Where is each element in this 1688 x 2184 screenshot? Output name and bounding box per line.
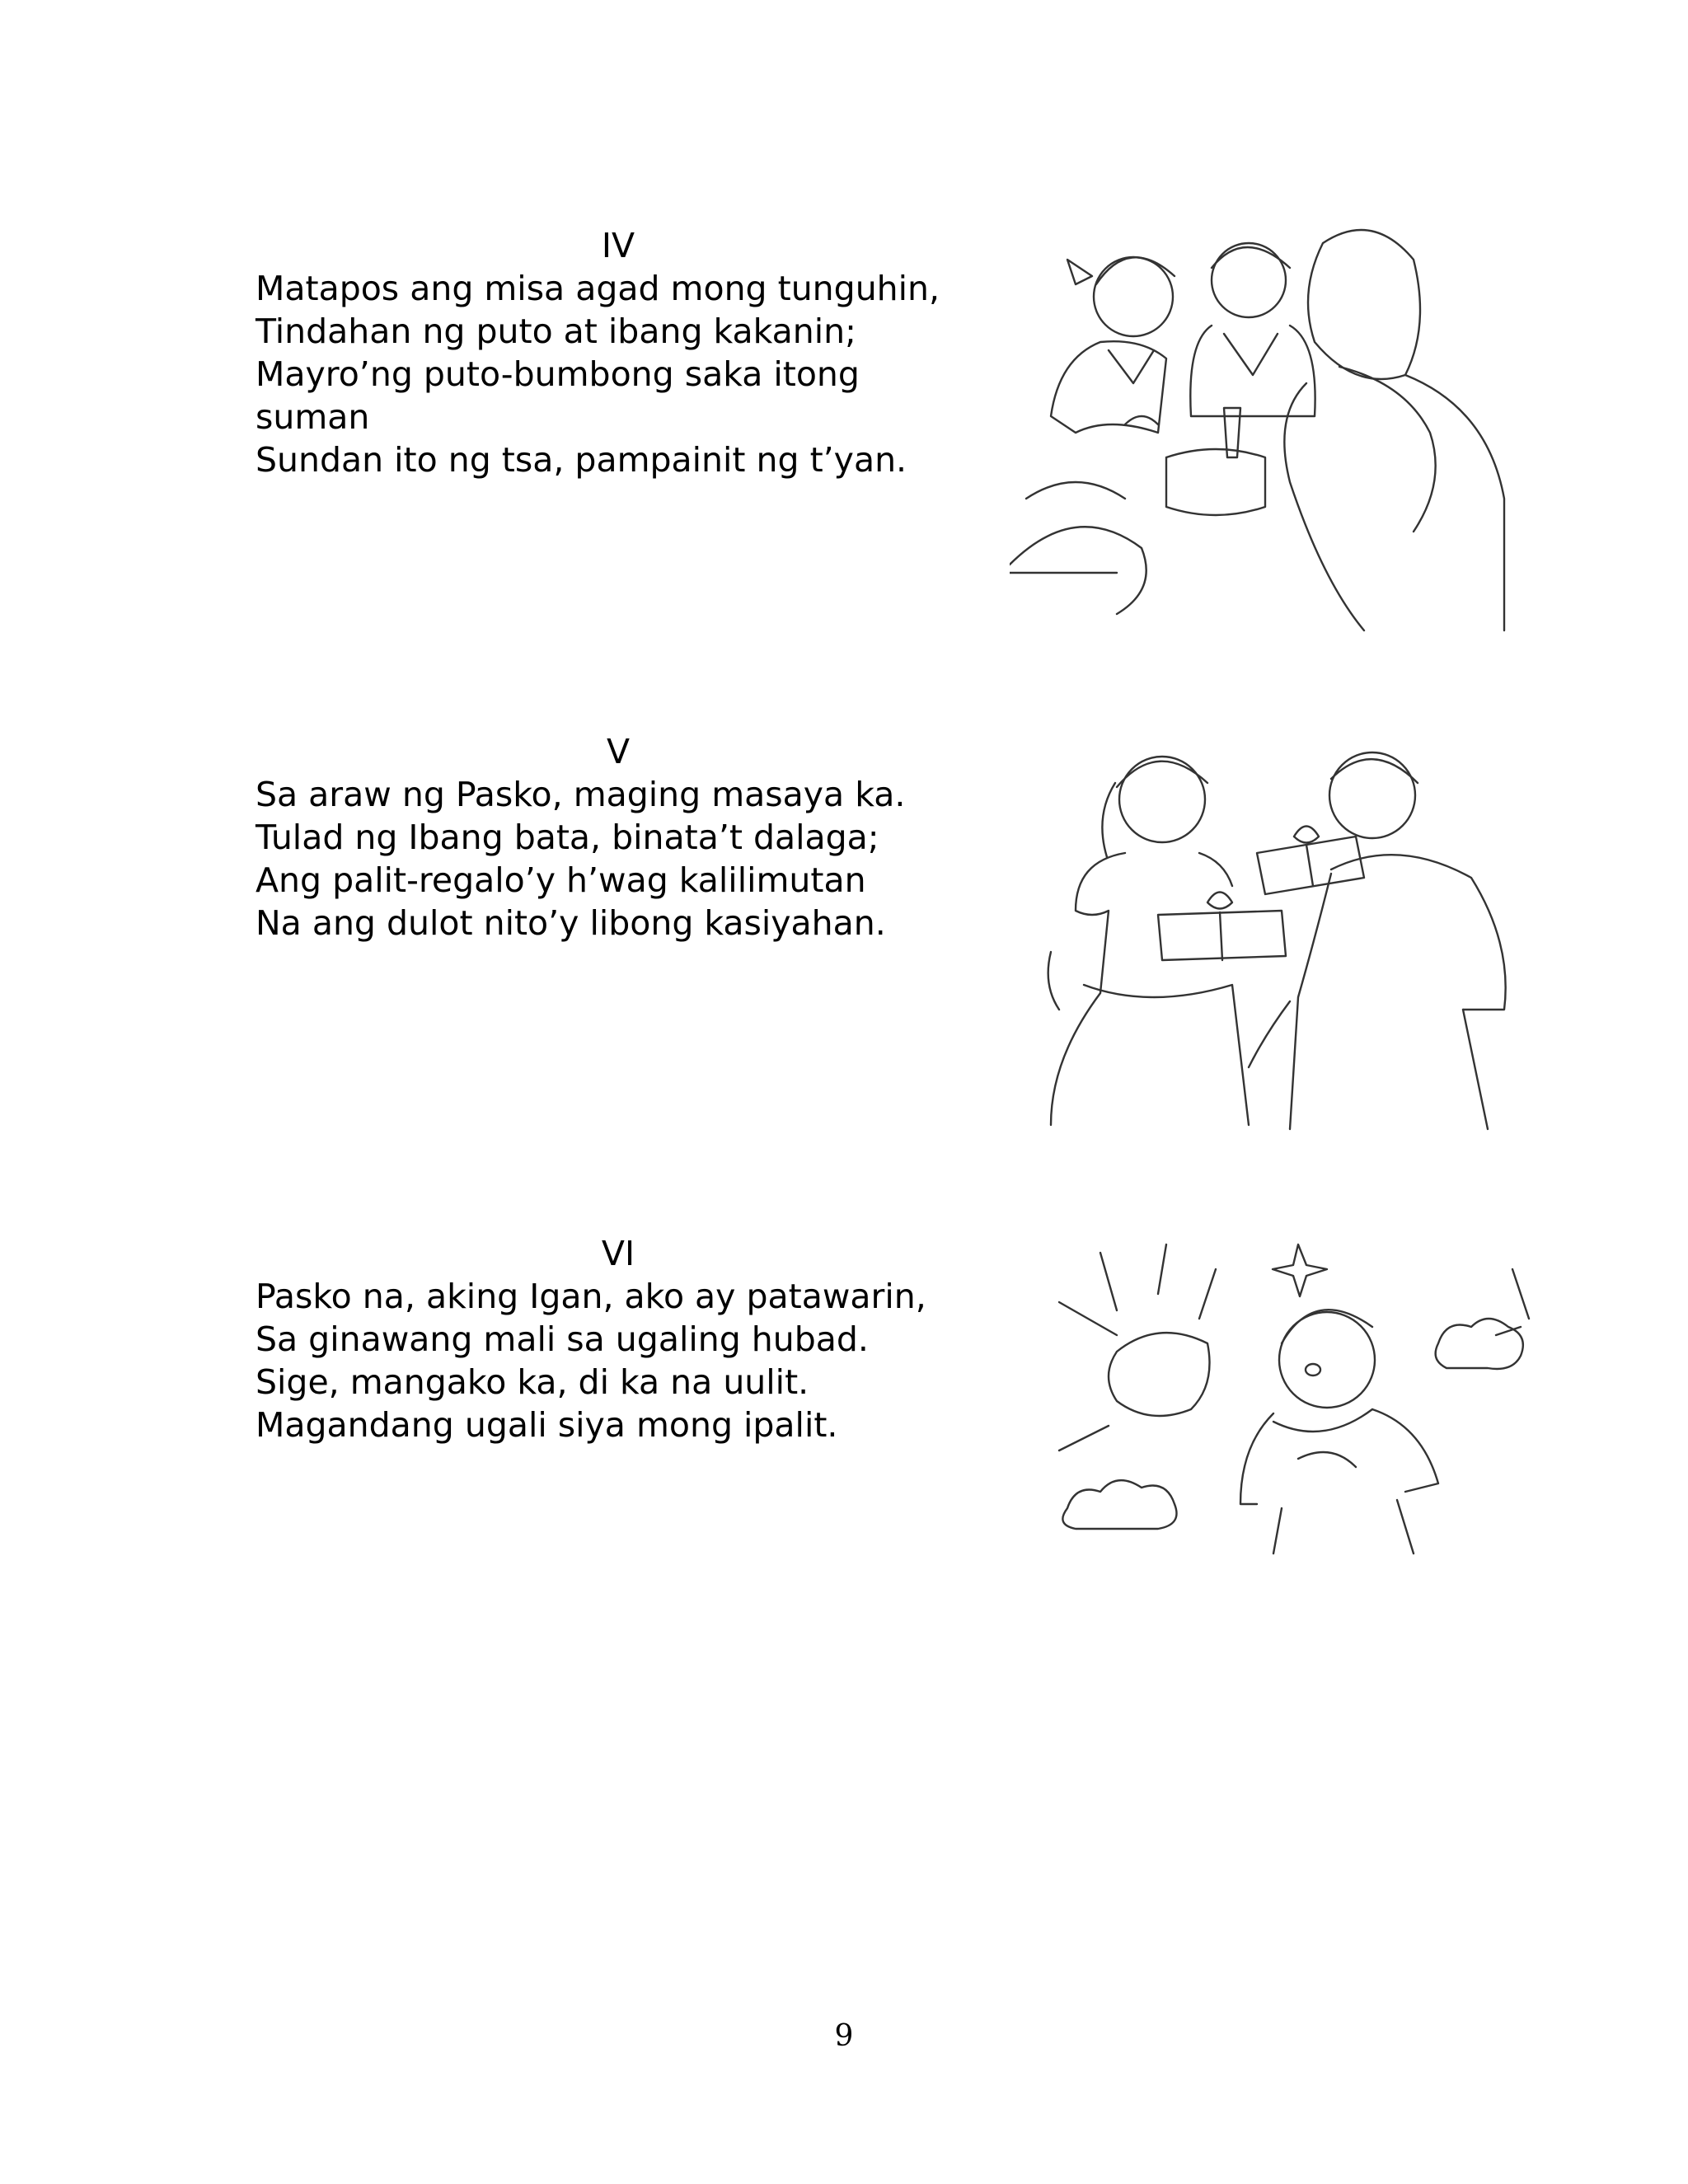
stanza-numeral: V <box>606 732 631 771</box>
poem-line: Pasko na, aking Igan, ako ay patawarin, <box>256 1277 926 1316</box>
poem-line: Sige, mangako ka, di ka na uulit. <box>256 1362 809 1402</box>
stanza-numeral: VI <box>601 1234 635 1273</box>
stanza-iv <box>256 224 997 481</box>
poem-line: Matapos ang misa agad mong tunguhin, <box>256 269 940 308</box>
poem-line: Sa araw ng Pasko, maging masaya ka. <box>256 775 906 814</box>
illustration-boy-apologizing <box>1051 1236 1533 1558</box>
poem-line: Na ang dulot nito’y libong kasiyahan. <box>256 903 886 943</box>
stanza-v <box>256 730 997 944</box>
stanza-numeral: IV <box>601 226 635 265</box>
page-number: 9 <box>834 2019 854 2053</box>
stanza-vi <box>256 1232 997 1446</box>
poem-line: suman <box>256 397 370 437</box>
poem-line: Magandang ugali siya mong ipalit. <box>256 1405 838 1445</box>
poem-line: Tindahan ng puto at ibang kakanin; <box>256 312 856 351</box>
poem-line: Sa ginawang mali sa ugaling hubad. <box>256 1319 869 1359</box>
illustration-gift-exchange <box>1034 738 1529 1133</box>
poem-line: Ang palit-regalo’y h’wag kalilimutan <box>256 860 866 900</box>
poem-line: Mayro’ng puto-bumbong saka itong <box>256 354 860 394</box>
illustration-children-at-food-stall <box>1010 218 1521 635</box>
poem-line: Tulad ng Ibang bata, binata’t dalaga; <box>256 818 879 857</box>
poem-line: Sundan ito ng tsa, pampainit ng t’yan. <box>256 440 907 480</box>
